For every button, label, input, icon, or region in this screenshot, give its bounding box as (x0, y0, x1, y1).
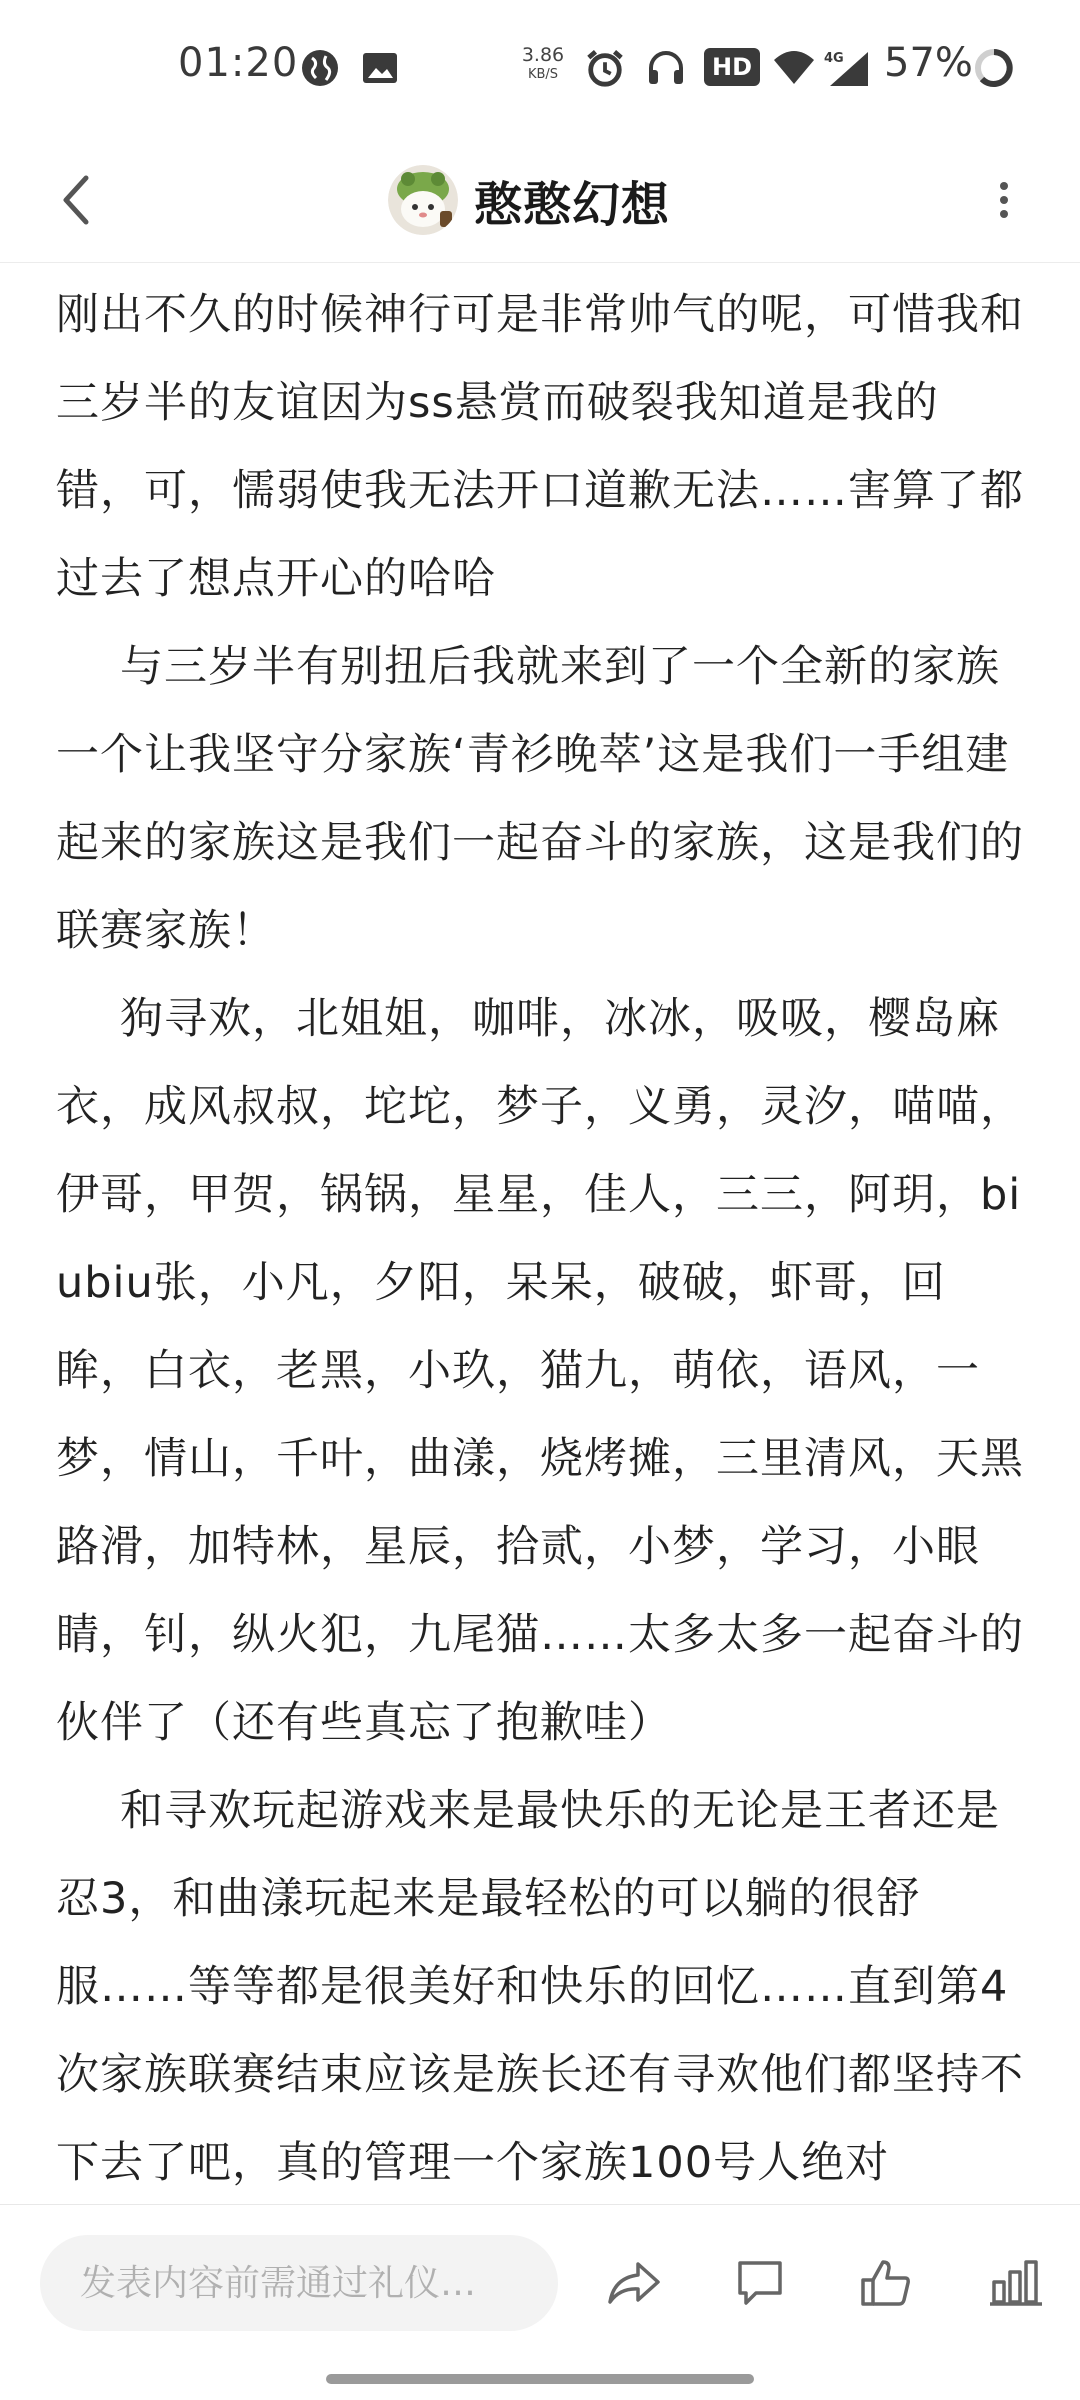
battery-percent: 57% (884, 40, 973, 86)
hd-badge: HD (704, 48, 760, 86)
header-title-group[interactable] (388, 148, 670, 252)
article-paragraph: 狗寻欢，北姐姐，咖啡，冰冰，吸吸，樱岛麻衣，成风叔叔，坨坨，梦子，义勇，灵汐，喵喵，伊哥，甲贺，锅锅，星星，佳人，三三，阿玥，biubiu张，小凡，夕阳，呆呆，破破，虾哥，回眸，白衣，老黑，小玖，猫九，萌依，语风，一梦，情山，千叶，曲漾，烧烤摊，三里清风，天黑路滑，加特林，星辰，拾贰，小梦，学习，小眼睛，钊，纵火犯，九尾猫……太多太多一起奋斗的伙伴了（还有些真忘了抱歉哇） (56, 994, 1024, 1748)
share-button[interactable] (594, 2243, 674, 2323)
home-indicator[interactable] (326, 2374, 754, 2384)
image-icon (360, 48, 400, 88)
avatar[interactable] (388, 165, 458, 235)
wifi-icon (772, 48, 816, 88)
network-speed-unit: KB/S (527, 67, 559, 82)
chevron-left-icon (56, 172, 96, 228)
bottom-action-bar (0, 2204, 1080, 2355)
like-button[interactable] (846, 2243, 926, 2323)
status-time: 01:20 (178, 40, 299, 86)
network-speed (518, 46, 568, 81)
avatar-image (388, 165, 458, 235)
article-paragraph: 与三岁半有别扭后我就来到了一个全新的家族一个让我坚守分家族‘青衫晚萃’这是我们一手组建起来的家族这是我们一起奋斗的家族，这是我们的联赛家族！ (56, 642, 1024, 956)
cellular-signal-icon (822, 48, 872, 88)
alarm-icon (584, 48, 626, 88)
article-body (56, 271, 1026, 2203)
article-paragraph: 刚出不久的时候神行可是非常帅气的呢，可惜我和三岁半的友谊因为ss悬赏而破裂我知道是我的错，可，懦弱使我无法开口道歉无法……害算了都过去了想点开心的哈哈 (56, 290, 1024, 604)
page-title: 憨憨幻想 (474, 176, 671, 233)
share-arrow-icon (606, 2258, 662, 2308)
battery-icon (974, 48, 1014, 88)
status-bar (0, 0, 1080, 138)
headphones-icon (646, 48, 686, 88)
comment-bubble-icon (734, 2257, 786, 2309)
back-button[interactable] (36, 160, 116, 240)
more-vertical-icon (998, 180, 1010, 220)
article-paragraph: 和寻欢玩起游戏来是最快乐的无论是王者还是忍3，和曲漾玩起来是最轻松的可以躺的很舒服……等等都是很美好和快乐的回忆……直到第4次家族联赛结束应该是族长还有寻欢他们都坚持不下去了吧，真的管理一个家族100号人绝对 (56, 1786, 1024, 2188)
stats-button[interactable] (976, 2243, 1056, 2323)
thumbs-up-icon (859, 2256, 913, 2310)
app-header (0, 138, 1080, 263)
more-button[interactable] (974, 160, 1034, 240)
bar-chart-icon (988, 2258, 1044, 2308)
globe-icon (300, 48, 340, 88)
network-speed-value: 3.86 (521, 44, 565, 66)
article-content[interactable] (0, 263, 1080, 2203)
comment-input[interactable] (40, 2235, 558, 2331)
network-type-label: 4G (824, 51, 844, 66)
comment-button[interactable] (720, 2243, 800, 2323)
